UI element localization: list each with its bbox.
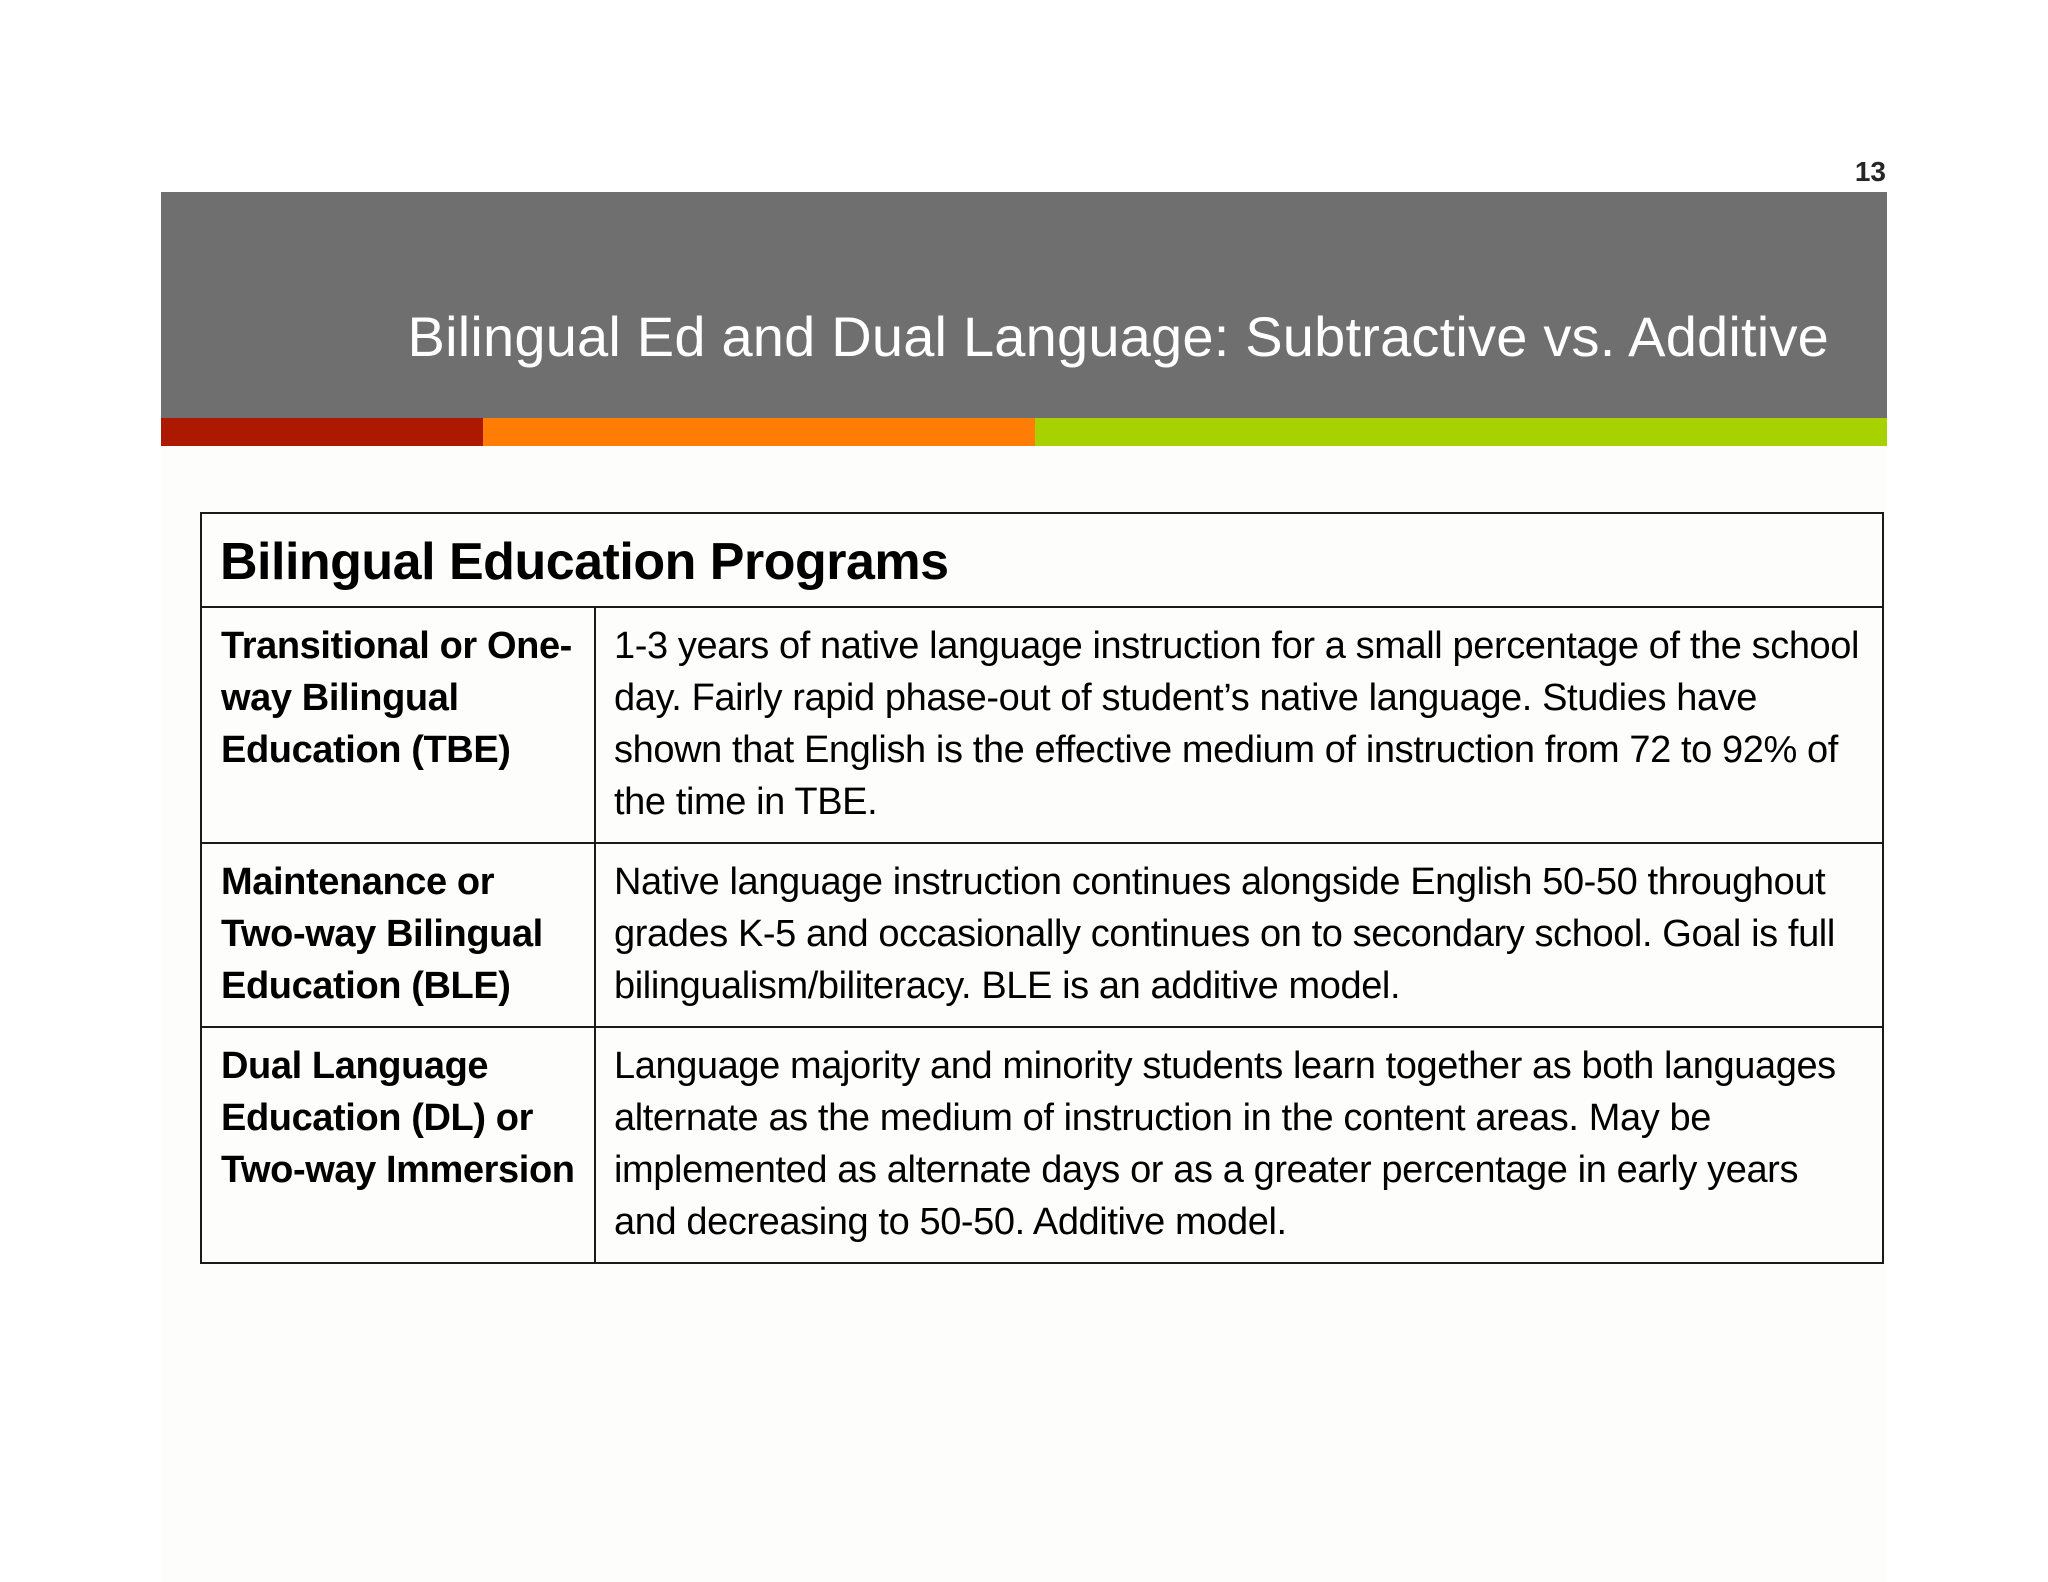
accent-segment-red — [161, 418, 483, 446]
programs-table — [200, 512, 1884, 1264]
table-heading-row — [201, 513, 1883, 607]
accent-segment-green — [1035, 418, 1887, 446]
title-band — [161, 192, 1887, 418]
program-description: Language majority and minority students learn together as both languages alternate as the medium of instruction in the content areas. May be implemented as alternate days or as a greater percentage in early years and decreasing to 50-50. Additive model. — [595, 1027, 1883, 1263]
accent-color-bar — [161, 418, 1887, 446]
program-name: Dual Language Education (DL) or Two-way Immersion — [201, 1027, 595, 1263]
slide-title: Bilingual Ed and Dual Language: Subtractive vs. Additive — [407, 305, 1829, 368]
table-row — [201, 1027, 1883, 1263]
accent-segment-orange — [483, 418, 1035, 446]
program-description: Native language instruction continues alongside English 50-50 throughout grades K-5 and occasionally continues on to secondary school. Goal is full bilingualism/biliteracy. BLE is an additive model. — [595, 843, 1883, 1027]
program-name: Maintenance or Two-way Bilingual Education (BLE) — [201, 843, 595, 1027]
table-row — [201, 843, 1883, 1027]
program-name: Transitional or One-way Bilingual Education (TBE) — [201, 607, 595, 843]
page-number: 13 — [1854, 156, 1886, 187]
program-description: 1-3 years of native language instruction for a small percentage of the school day. Fairly rapid phase-out of student’s native language. Studies have shown that English is the effective medium of instruction from 72 to 92% of the time in TBE. — [595, 607, 1883, 843]
table-heading: Bilingual Education Programs — [201, 513, 1883, 607]
table-row — [201, 607, 1883, 843]
